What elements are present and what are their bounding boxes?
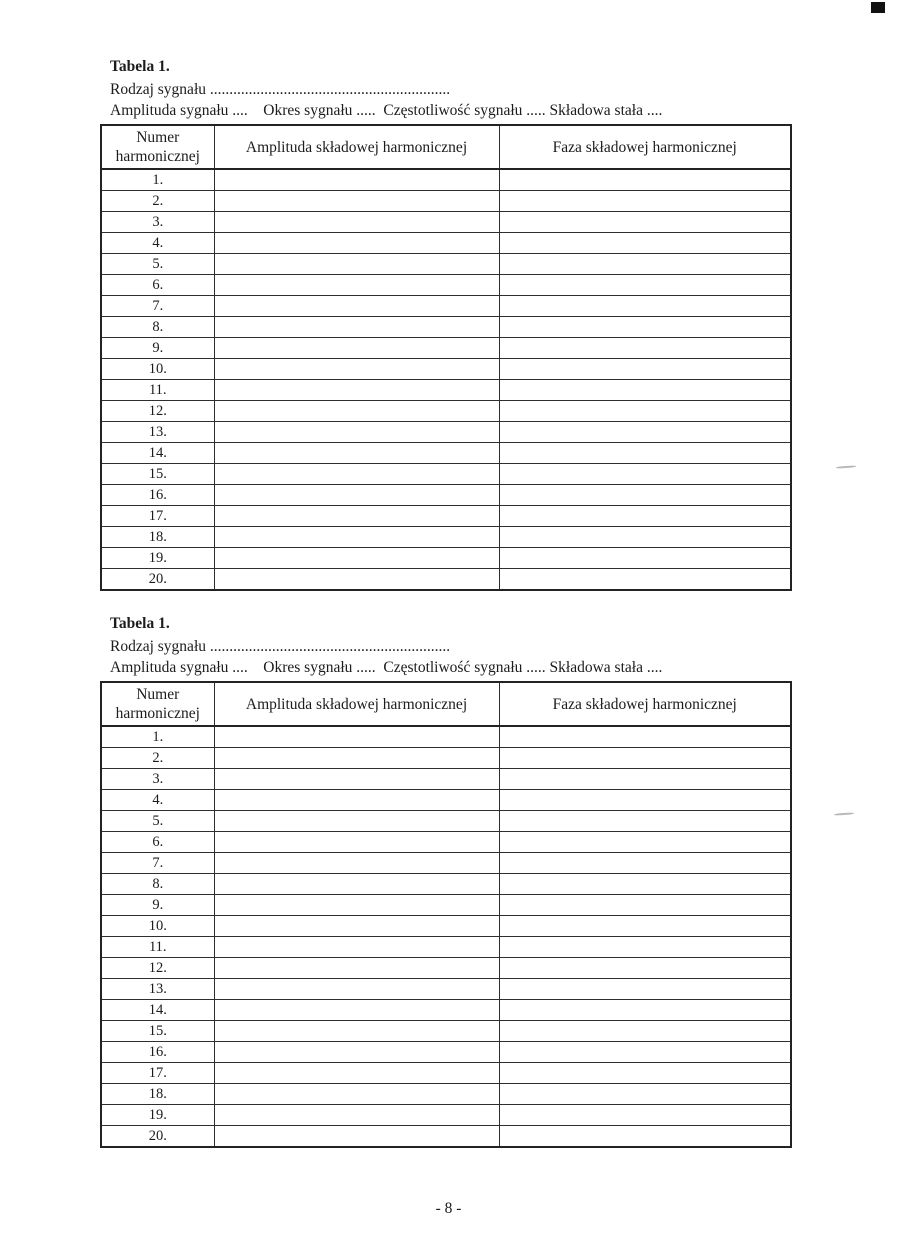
amplitude-cell bbox=[214, 485, 499, 506]
amplitude-cell bbox=[214, 254, 499, 275]
harmonic-number-cell: 8. bbox=[101, 874, 214, 895]
phase-cell bbox=[499, 1042, 791, 1063]
amplitude-cell bbox=[214, 895, 499, 916]
harmonic-number-cell: 19. bbox=[101, 1105, 214, 1126]
harmonic-number-cell: 3. bbox=[101, 212, 214, 233]
phase-cell bbox=[499, 1063, 791, 1084]
harmonic-number-cell: 5. bbox=[101, 254, 214, 275]
amplitude-cell bbox=[214, 359, 499, 380]
phase-cell bbox=[499, 317, 791, 338]
amplitude-cell bbox=[214, 979, 499, 1000]
harmonic-number-cell: 18. bbox=[101, 527, 214, 548]
table-row bbox=[101, 874, 791, 895]
amplitude-cell bbox=[214, 317, 499, 338]
phase-cell bbox=[499, 811, 791, 832]
harmonic-number-cell: 16. bbox=[101, 1042, 214, 1063]
table-row bbox=[101, 979, 791, 1000]
header-amplitude: Amplituda składowej harmonicznej bbox=[214, 682, 499, 726]
amplitude-cell bbox=[214, 916, 499, 937]
table-row bbox=[101, 233, 791, 254]
harmonic-number-cell: 17. bbox=[101, 506, 214, 527]
signal-params-line: Amplituda sygnału .... Okres sygnału ..... Częstotliwość sygnału ..... Składowa stała .... bbox=[110, 102, 663, 119]
amplitude-cell bbox=[214, 169, 499, 191]
amplitude-cell bbox=[214, 790, 499, 811]
phase-cell bbox=[499, 895, 791, 916]
table-row bbox=[101, 548, 791, 569]
signal-type-line: Rodzaj sygnału .............................................................. bbox=[110, 81, 451, 98]
amplitude-cell bbox=[214, 569, 499, 591]
amplitude-cell bbox=[214, 296, 499, 317]
phase-cell bbox=[499, 1084, 791, 1105]
table-title: Tabela 1. bbox=[110, 58, 170, 75]
phase-cell bbox=[499, 853, 791, 874]
harmonic-number-cell: 13. bbox=[101, 979, 214, 1000]
amplitude-cell bbox=[214, 548, 499, 569]
header-harmonic-number: Numer harmonicznej bbox=[101, 682, 214, 726]
harmonic-number-cell: 7. bbox=[101, 296, 214, 317]
amplitude-cell bbox=[214, 338, 499, 359]
amplitude-cell bbox=[214, 233, 499, 254]
phase-cell bbox=[499, 748, 791, 769]
amplitude-cell bbox=[214, 832, 499, 853]
phase-cell bbox=[499, 506, 791, 527]
signal-type-line: Rodzaj sygnału .............................................................. bbox=[110, 638, 451, 655]
table-row bbox=[101, 296, 791, 317]
table-row bbox=[101, 169, 791, 191]
amplitude-cell bbox=[214, 212, 499, 233]
table-row bbox=[101, 748, 791, 769]
amplitude-cell bbox=[214, 422, 499, 443]
phase-cell bbox=[499, 527, 791, 548]
harmonic-number-cell: 15. bbox=[101, 464, 214, 485]
table-row bbox=[101, 401, 791, 422]
harmonic-number-cell: 11. bbox=[101, 380, 214, 401]
header-harmonic-number: Numer harmonicznej bbox=[101, 125, 214, 169]
table-row bbox=[101, 359, 791, 380]
harmonic-number-cell: 12. bbox=[101, 401, 214, 422]
table-title: Tabela 1. bbox=[110, 615, 170, 632]
phase-cell bbox=[499, 569, 791, 591]
phase-cell bbox=[499, 790, 791, 811]
table-row bbox=[101, 569, 791, 591]
table-row bbox=[101, 485, 791, 506]
table-row bbox=[101, 1063, 791, 1084]
phase-cell bbox=[499, 874, 791, 895]
table-block-1 bbox=[100, 58, 792, 591]
phase-cell bbox=[499, 233, 791, 254]
table-row bbox=[101, 958, 791, 979]
harmonic-number-cell: 7. bbox=[101, 853, 214, 874]
table-row bbox=[101, 937, 791, 958]
table-row bbox=[101, 1126, 791, 1148]
phase-cell bbox=[499, 254, 791, 275]
page-number: - 8 - bbox=[435, 1200, 462, 1217]
phase-cell bbox=[499, 212, 791, 233]
harmonics-table-1 bbox=[100, 124, 792, 591]
harmonic-number-cell: 3. bbox=[101, 769, 214, 790]
scan-artifact bbox=[836, 465, 856, 468]
phase-cell bbox=[499, 296, 791, 317]
header-row bbox=[101, 125, 791, 169]
table-row bbox=[101, 790, 791, 811]
amplitude-cell bbox=[214, 506, 499, 527]
harmonic-number-cell: 19. bbox=[101, 548, 214, 569]
amplitude-cell bbox=[214, 769, 499, 790]
table-row bbox=[101, 275, 791, 296]
harmonic-number-cell: 10. bbox=[101, 359, 214, 380]
harmonic-number-cell: 14. bbox=[101, 1000, 214, 1021]
signal-params-line: Amplituda sygnału .... Okres sygnału ..... Częstotliwość sygnału ..... Składowa stała .... bbox=[110, 659, 663, 676]
table-row bbox=[101, 895, 791, 916]
harmonic-number-cell: 20. bbox=[101, 569, 214, 591]
harmonic-number-cell: 9. bbox=[101, 338, 214, 359]
amplitude-cell bbox=[214, 1000, 499, 1021]
harmonic-number-cell: 17. bbox=[101, 1063, 214, 1084]
table-row bbox=[101, 422, 791, 443]
table-row bbox=[101, 811, 791, 832]
phase-cell bbox=[499, 422, 791, 443]
harmonic-number-cell: 2. bbox=[101, 748, 214, 769]
harmonic-number-cell: 8. bbox=[101, 317, 214, 338]
phase-cell bbox=[499, 275, 791, 296]
table-row bbox=[101, 212, 791, 233]
table-row bbox=[101, 191, 791, 212]
phase-cell bbox=[499, 191, 791, 212]
phase-cell bbox=[499, 937, 791, 958]
scan-artifact bbox=[834, 812, 854, 815]
header-row bbox=[101, 682, 791, 726]
phase-cell bbox=[499, 338, 791, 359]
table-row bbox=[101, 1042, 791, 1063]
amplitude-cell bbox=[214, 191, 499, 212]
harmonic-number-cell: 11. bbox=[101, 937, 214, 958]
phase-cell bbox=[499, 958, 791, 979]
harmonic-number-cell: 14. bbox=[101, 443, 214, 464]
phase-cell bbox=[499, 916, 791, 937]
phase-cell bbox=[499, 359, 791, 380]
phase-cell bbox=[499, 769, 791, 790]
phase-cell bbox=[499, 979, 791, 1000]
table-row bbox=[101, 317, 791, 338]
harmonic-number-cell: 2. bbox=[101, 191, 214, 212]
table-row bbox=[101, 726, 791, 748]
table-row bbox=[101, 527, 791, 548]
phase-cell bbox=[499, 1105, 791, 1126]
header-amplitude: Amplituda składowej harmonicznej bbox=[214, 125, 499, 169]
table-row bbox=[101, 1000, 791, 1021]
amplitude-cell bbox=[214, 1084, 499, 1105]
amplitude-cell bbox=[214, 1063, 499, 1084]
amplitude-cell bbox=[214, 464, 499, 485]
table-row bbox=[101, 464, 791, 485]
table-row bbox=[101, 832, 791, 853]
header-phase: Faza składowej harmonicznej bbox=[499, 682, 791, 726]
phase-cell bbox=[499, 548, 791, 569]
amplitude-cell bbox=[214, 853, 499, 874]
amplitude-cell bbox=[214, 726, 499, 748]
table-row bbox=[101, 338, 791, 359]
harmonic-number-cell: 5. bbox=[101, 811, 214, 832]
header-phase: Faza składowej harmonicznej bbox=[499, 125, 791, 169]
amplitude-cell bbox=[214, 874, 499, 895]
harmonic-number-cell: 6. bbox=[101, 275, 214, 296]
table-row bbox=[101, 380, 791, 401]
phase-cell bbox=[499, 464, 791, 485]
phase-cell bbox=[499, 443, 791, 464]
harmonic-number-cell: 15. bbox=[101, 1021, 214, 1042]
phase-cell bbox=[499, 1126, 791, 1148]
table-row bbox=[101, 916, 791, 937]
phase-cell bbox=[499, 169, 791, 191]
amplitude-cell bbox=[214, 401, 499, 422]
harmonic-number-cell: 10. bbox=[101, 916, 214, 937]
amplitude-cell bbox=[214, 380, 499, 401]
amplitude-cell bbox=[214, 1021, 499, 1042]
harmonic-number-cell: 1. bbox=[101, 169, 214, 191]
harmonic-number-cell: 1. bbox=[101, 726, 214, 748]
amplitude-cell bbox=[214, 1105, 499, 1126]
table-row bbox=[101, 1084, 791, 1105]
table-row bbox=[101, 769, 791, 790]
harmonic-number-cell: 4. bbox=[101, 790, 214, 811]
harmonic-number-cell: 13. bbox=[101, 422, 214, 443]
amplitude-cell bbox=[214, 748, 499, 769]
amplitude-cell bbox=[214, 1126, 499, 1148]
harmonic-number-cell: 18. bbox=[101, 1084, 214, 1105]
amplitude-cell bbox=[214, 958, 499, 979]
amplitude-cell bbox=[214, 275, 499, 296]
harmonic-number-cell: 4. bbox=[101, 233, 214, 254]
harmonic-number-cell: 6. bbox=[101, 832, 214, 853]
phase-cell bbox=[499, 1000, 791, 1021]
harmonic-number-cell: 12. bbox=[101, 958, 214, 979]
harmonic-number-cell: 9. bbox=[101, 895, 214, 916]
phase-cell bbox=[499, 380, 791, 401]
phase-cell bbox=[499, 485, 791, 506]
table-block-2 bbox=[100, 615, 792, 1148]
phase-cell bbox=[499, 726, 791, 748]
amplitude-cell bbox=[214, 527, 499, 548]
table-row bbox=[101, 443, 791, 464]
harmonics-table-2 bbox=[100, 681, 792, 1148]
harmonic-number-cell: 20. bbox=[101, 1126, 214, 1148]
amplitude-cell bbox=[214, 811, 499, 832]
amplitude-cell bbox=[214, 443, 499, 464]
harmonic-number-cell: 16. bbox=[101, 485, 214, 506]
table-row bbox=[101, 254, 791, 275]
phase-cell bbox=[499, 401, 791, 422]
amplitude-cell bbox=[214, 1042, 499, 1063]
phase-cell bbox=[499, 832, 791, 853]
table-row bbox=[101, 853, 791, 874]
page-content bbox=[100, 58, 792, 1148]
amplitude-cell bbox=[214, 937, 499, 958]
table-row bbox=[101, 1105, 791, 1126]
table-row bbox=[101, 1021, 791, 1042]
table-row bbox=[101, 506, 791, 527]
scan-corner-mark bbox=[871, 2, 885, 13]
phase-cell bbox=[499, 1021, 791, 1042]
